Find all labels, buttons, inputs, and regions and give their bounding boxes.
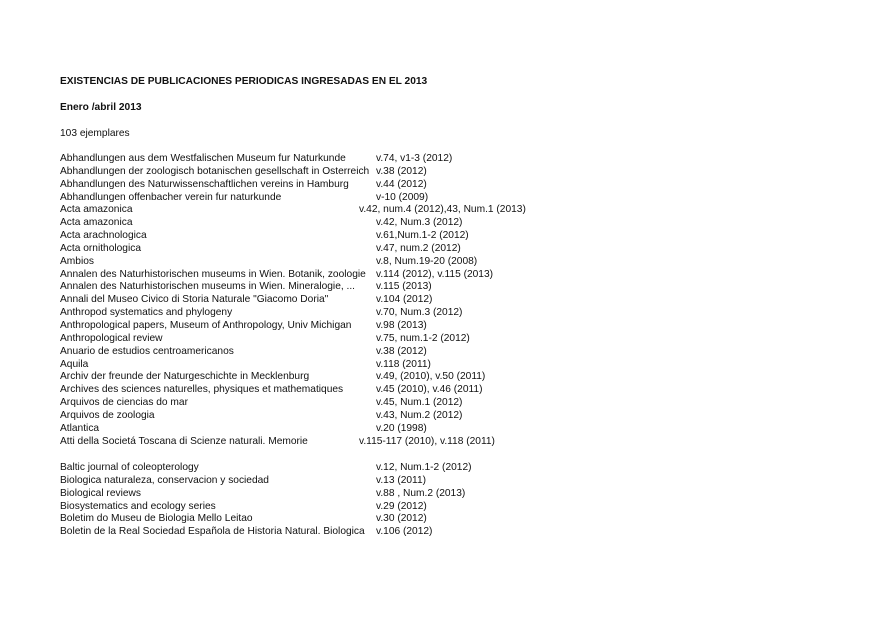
publication-row	[60, 320, 760, 333]
publication-row	[60, 204, 760, 217]
publication-title: Abhandlungen aus dem Westfalischen Museum fur Naturkunde	[60, 153, 346, 164]
publication-title: Abhandlungen offenbacher verein fur naturkunde	[60, 191, 282, 203]
publication-row	[60, 513, 760, 526]
publication-row	[60, 462, 760, 475]
publication-row	[60, 307, 760, 320]
publication-row	[60, 192, 760, 205]
publication-volume: v.45 (2010), v.46 (2011)	[376, 384, 483, 396]
publication-volume: v.38 (2012)	[376, 345, 427, 357]
publication-row	[60, 410, 760, 423]
publication-volume: v.38 (2012)	[376, 165, 427, 177]
publication-title: Boletin de la Real Sociedad Española de Historia Natural. Biologica	[60, 526, 365, 538]
publication-title: Ambios	[60, 255, 94, 267]
publication-title: Acta arachnologica	[60, 230, 147, 242]
publication-title: Archiv der freunde der Naturgeschichte in Mecklenburg	[60, 371, 310, 383]
publication-title: Acta ornithologica	[60, 242, 141, 254]
publication-volume: v-10 (2009)	[376, 191, 429, 203]
publication-row	[60, 488, 760, 501]
publication-volume: v.20 (1998)	[376, 422, 427, 434]
publication-row	[60, 294, 760, 307]
publication-row	[60, 371, 760, 384]
publication-volume: v.75, num.1-2 (2012)	[376, 332, 470, 344]
publication-title: Anthropod systematics and phylogeny	[60, 307, 233, 319]
publication-title: Abhandlungen der zoologisch botanischen gesellschaft in Osterreich	[60, 165, 370, 177]
publication-row	[60, 256, 760, 269]
period-subtitle: Enero /abril 2013	[60, 102, 142, 113]
publication-row	[60, 526, 760, 539]
publication-volume: v.8, Num.19-20 (2008)	[376, 255, 478, 267]
publication-title: Annalen des Naturhistorischen museums in Wien. Botanik, zoologie	[60, 268, 366, 280]
publication-title: Arquivos de zoologia	[60, 409, 155, 421]
publication-title: Atti della Societá Toscana di Scienze naturali. Memorie	[60, 435, 308, 447]
publication-volume: v.47, num.2 (2012)	[376, 242, 461, 254]
publication-row	[60, 397, 760, 410]
publication-volume: v.13 (2011)	[376, 474, 427, 486]
publication-row	[60, 333, 760, 346]
publication-volume: v.12, Num.1-2 (2012)	[376, 462, 472, 473]
publication-volume: v.61,Num.1-2 (2012)	[376, 230, 469, 242]
publication-row	[60, 475, 760, 488]
publication-row	[60, 217, 760, 230]
issue-count: 103 ejemplares	[60, 128, 130, 139]
publication-row	[60, 436, 760, 449]
publication-volume: v.115-117 (2010), v.118 (2011)	[359, 435, 495, 447]
publication-row	[60, 243, 760, 256]
publication-title: Acta amazonica	[60, 217, 133, 229]
publication-volume: v.49, (2010), v.50 (2011)	[376, 371, 486, 383]
publication-title: Arquivos de ciencias do mar	[60, 397, 188, 409]
publication-row	[60, 501, 760, 514]
publication-volume: v.114 (2012), v.115 (2013)	[376, 268, 494, 280]
publication-volume: v.74, v1-3 (2012)	[376, 153, 453, 164]
publication-volume: v.118 (2011)	[376, 358, 431, 370]
publication-row	[60, 179, 760, 192]
publication-title: Annalen des Naturhistorischen museums in Wien. Mineralogie, ...	[60, 281, 356, 293]
publication-list-b	[60, 462, 760, 539]
publication-title: Biological reviews	[60, 487, 141, 499]
publication-volume: v.104 (2012)	[376, 294, 433, 306]
publication-row	[60, 346, 760, 359]
publication-title: Anthropological review	[60, 332, 163, 344]
publication-volume: v.42, Num.3 (2012)	[376, 217, 463, 229]
publication-title: Anuario de estudios centroamericanos	[60, 345, 234, 357]
publication-volume: v.44 (2012)	[376, 178, 427, 190]
publication-title: Acta amazonica	[60, 204, 133, 216]
publication-row	[60, 269, 760, 282]
publication-list-a	[60, 153, 760, 448]
publication-row	[60, 153, 760, 166]
publication-title: Abhandlungen des Naturwissenschaftlichen vereins in Hamburg	[60, 178, 349, 190]
publication-volume: v.30 (2012)	[376, 513, 427, 525]
publication-title: Archives des sciences naturelles, physiques et mathematiques	[60, 384, 344, 396]
publication-title: Biosystematics and ecology series	[60, 500, 216, 512]
publication-volume: v.43, Num.2 (2012)	[376, 409, 463, 421]
publication-volume: v.70, Num.3 (2012)	[376, 307, 463, 319]
publication-row	[60, 281, 760, 294]
publication-volume: v.88 , Num.2 (2013)	[376, 487, 466, 499]
publication-title: Atlantica	[60, 422, 100, 434]
publication-volume: v.45, Num.1 (2012)	[376, 397, 463, 409]
publication-row	[60, 166, 760, 179]
publication-volume: v.98 (2013)	[376, 319, 427, 331]
publication-row	[60, 230, 760, 243]
publication-volume: v.42, num.4 (2012),43, Num.1 (2013)	[359, 204, 526, 216]
publication-title: Biologica naturaleza, conservacion y sociedad	[60, 474, 269, 486]
publication-row	[60, 359, 760, 372]
document-title: EXISTENCIAS DE PUBLICACIONES PERIODICAS INGRESADAS EN EL 2013	[60, 76, 428, 87]
publication-title: Annali del Museo Civico di Storia Naturale "Giacomo Doria"	[60, 294, 329, 306]
publication-title: Boletim do Museu de Biologia Mello Leitao	[60, 513, 253, 525]
publication-title: Baltic journal of coleopterology	[60, 462, 199, 473]
publication-title: Anthropological papers, Museum of Anthropology, Univ Michigan	[60, 319, 352, 331]
publication-volume: v.115 (2013)	[376, 281, 432, 293]
publication-volume: v.106 (2012)	[376, 526, 433, 538]
publication-volume: v.29 (2012)	[376, 500, 427, 512]
publication-row	[60, 423, 760, 436]
publication-row	[60, 384, 760, 397]
publication-title: Aquila	[60, 358, 89, 370]
